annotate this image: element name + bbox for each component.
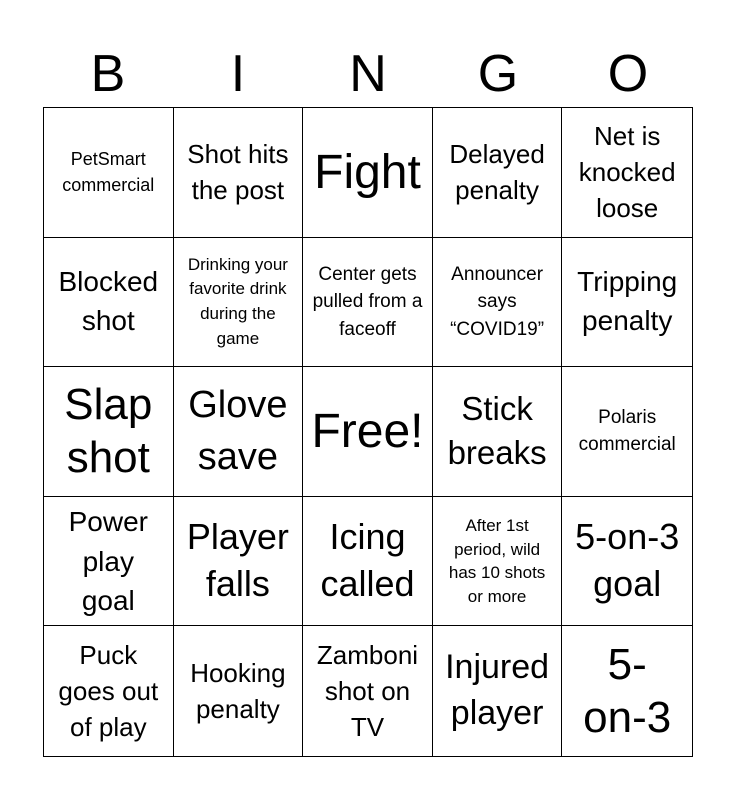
bingo-cell-r5c2[interactable] — [174, 626, 304, 756]
header-letter-o: O — [607, 45, 649, 103]
bingo-header — [43, 40, 693, 108]
bingo-cell-r4c2[interactable] — [174, 497, 304, 627]
bingo-cell-r5c5[interactable] — [562, 626, 692, 756]
header-letter-b: B — [90, 45, 126, 103]
bingo-cell-label: Power play goal — [68, 506, 148, 616]
bingo-cell-label: 5-on-3 — [583, 639, 672, 743]
bingo-cell-label: Blocked shot — [58, 266, 159, 336]
bingo-cell-label: 5-on-3 goal — [575, 516, 680, 605]
bingo-cell-label: After 1st period, wild has 10 shots or more — [448, 516, 546, 606]
bingo-cell-r2c5[interactable] — [562, 238, 692, 368]
bingo-cell-label: Drinking your favorite drink during the game — [187, 254, 288, 348]
bingo-cell-r3c2[interactable] — [174, 367, 304, 497]
bingo-cell-label: PetSmart commercial — [62, 149, 155, 196]
bingo-cell-r3c5[interactable] — [562, 367, 692, 497]
bingo-cell-r5c3[interactable] — [303, 626, 433, 756]
bingo-board — [43, 107, 693, 757]
bingo-cell-label: Injured player — [445, 648, 550, 733]
bingo-cell-r2c3[interactable] — [303, 238, 433, 368]
bingo-cell-r4c4[interactable] — [433, 497, 563, 627]
bingo-cell-label: Glove save — [188, 384, 288, 479]
bingo-cell-label: Puck goes out of play — [58, 639, 159, 743]
bingo-cell-label: Announcer says “COVID19” — [450, 263, 545, 340]
bingo-cell-label: Stick breaks — [447, 389, 547, 472]
bingo-cell-r4c3[interactable] — [303, 497, 433, 627]
bingo-cell-label: Shot hits the post — [187, 138, 289, 206]
bingo-cell-r1c1[interactable] — [44, 108, 174, 238]
bingo-cell-label: Player falls — [186, 516, 289, 605]
bingo-cell-label: Net is knocked loose — [578, 120, 676, 224]
header-letter-n: N — [349, 45, 387, 103]
bingo-cell-label: Slap shot — [64, 379, 153, 483]
bingo-cell-label: Polaris commercial — [578, 406, 676, 456]
bingo-cell-label: Center gets pulled from a faceoff — [312, 263, 423, 340]
bingo-cell-label: Delayed penalty — [449, 138, 545, 206]
bingo-cell-r4c1[interactable] — [44, 497, 174, 627]
bingo-cell-r4c5[interactable] — [562, 497, 692, 627]
bingo-cell-r5c4[interactable] — [433, 626, 563, 756]
bingo-cell-r1c4[interactable] — [433, 108, 563, 238]
header-letter-g: G — [477, 45, 519, 103]
bingo-cell-r2c1[interactable] — [44, 238, 174, 368]
bingo-cell-r1c3[interactable] — [303, 108, 433, 238]
bingo-cell-label: Fight — [314, 145, 421, 199]
bingo-cell-r3c3[interactable] — [303, 367, 433, 497]
bingo-cell-r1c5[interactable] — [562, 108, 692, 238]
bingo-cell-r3c1[interactable] — [44, 367, 174, 497]
bingo-cell-label: Tripping penalty — [577, 266, 678, 336]
bingo-cell-label: Hooking penalty — [190, 657, 286, 725]
header-letter-i: I — [230, 45, 246, 103]
bingo-cell-r2c4[interactable] — [433, 238, 563, 368]
bingo-cell-label: Zamboni shot on TV — [316, 639, 419, 743]
bingo-cell-label: Icing called — [320, 516, 415, 605]
bingo-cell-r2c2[interactable] — [174, 238, 304, 368]
bingo-cell-label: Free! — [311, 404, 424, 458]
bingo-cell-r1c2[interactable] — [174, 108, 304, 238]
bingo-cell-r3c4[interactable] — [433, 367, 563, 497]
bingo-cell-r5c1[interactable] — [44, 626, 174, 756]
